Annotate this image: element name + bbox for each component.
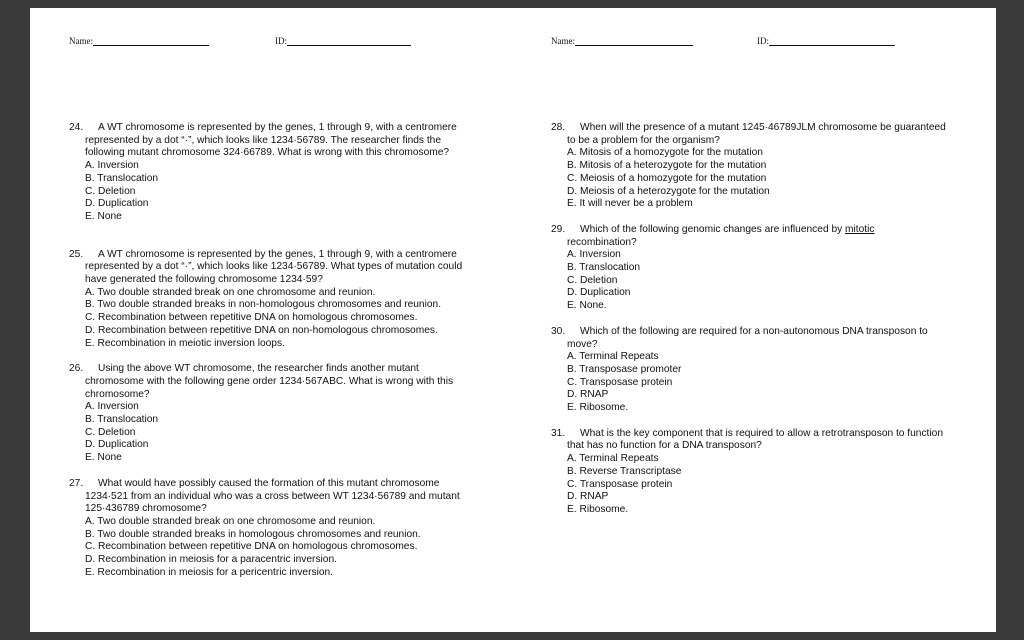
name-blank-line[interactable]	[93, 37, 209, 46]
question-31	[551, 428, 946, 517]
answer-option[interactable]: C. Transposase protein	[567, 376, 673, 388]
answer-option[interactable]: A. Mitosis of a homozygote for the mutation	[567, 147, 763, 159]
question-29	[551, 224, 946, 313]
answer-option[interactable]: D. Duplication	[85, 439, 149, 451]
answer-option[interactable]: D. Recombination between repetitive DNA on non-homologous chromosomes.	[85, 324, 438, 336]
answer-option[interactable]: B. Mitosis of a heterozygote for the mutation	[567, 160, 767, 172]
answer-option[interactable]: D. RNAP	[567, 491, 609, 503]
answer-option[interactable]: E. None.	[567, 300, 607, 312]
answer-option[interactable]: C. Transposase protein	[567, 478, 673, 490]
answer-option[interactable]: A. Two double stranded break on one chromosome and reunion.	[85, 286, 376, 298]
name-blank-line[interactable]	[575, 37, 693, 46]
answer-option[interactable]: B. Translocation	[567, 262, 641, 274]
left-name-field	[69, 36, 209, 46]
answer-options	[551, 249, 946, 313]
answer-options	[69, 401, 471, 465]
answer-option[interactable]: D. RNAP	[567, 389, 609, 401]
question-number: 28.	[551, 122, 566, 133]
question-text: A WT chromosome is represented by the genes, 1 through 9, with a centromere represented by a dot “·”, which looks like 1234·56789. What types of mutation could have generated the following chromosome 1234·59?	[85, 248, 463, 286]
answer-option[interactable]: E. Recombination in meiosis for a pericentric inversion.	[85, 566, 334, 578]
question-25	[69, 249, 471, 351]
question-text: A WT chromosome is represented by the genes, 1 through 9, with a centromere represented by a dot “·”, which looks like 1234·56789. The researcher finds the following mutant chromosome 324·66789. What is wrong with this chromosome?	[85, 122, 457, 159]
answer-options	[551, 453, 946, 517]
question-26	[69, 363, 471, 465]
question-text: Using the above WT chromosome, the researcher finds another mutant chromosome with the following gene order 1234·567ABC. What is wrong with this chromosome?	[85, 363, 454, 400]
answer-option[interactable]: C. Deletion	[85, 426, 136, 438]
right-column	[551, 122, 946, 517]
answer-option[interactable]: C. Recombination between repetitive DNA on homologous chromosomes.	[85, 541, 418, 553]
answer-option[interactable]: E. None	[85, 452, 122, 464]
underlined-keyword: mitotic	[845, 223, 875, 235]
answer-option[interactable]: A. Inversion	[85, 160, 139, 172]
worksheet-page	[30, 8, 996, 632]
answer-option[interactable]: E. It will never be a problem	[567, 198, 693, 210]
answer-option[interactable]: B. Reverse Transcriptase	[567, 465, 682, 477]
question-text-part: recombination?	[567, 236, 637, 248]
answer-option[interactable]: B. Transposase promoter	[567, 363, 682, 375]
question-number: 24.	[69, 122, 84, 133]
question-text: What would have possibly caused the formation of this mutant chromosome 1234·521 from an individual who was a cross between WT 1234·56789 and mutant 125·436789 chromosome?	[85, 477, 460, 515]
question-number: 27.	[69, 477, 84, 489]
id-blank-line[interactable]	[769, 37, 895, 46]
answer-option[interactable]: B. Two double stranded breaks in homologous chromosomes and reunion.	[85, 528, 421, 540]
id-blank-line[interactable]	[287, 37, 411, 46]
answer-option[interactable]: C. Recombination between repetitive DNA on homologous chromosomes.	[85, 312, 418, 324]
id-label: ID:	[757, 36, 769, 46]
question-text: What is the key component that is required to allow a retrotransposon to function that has no function for a DNA transposon?	[567, 427, 943, 452]
answer-options	[551, 351, 946, 415]
right-name-field	[551, 36, 693, 46]
answer-option[interactable]: E. Ribosome.	[567, 503, 629, 515]
question-28	[551, 122, 946, 211]
right-id-field	[757, 36, 895, 46]
left-id-field	[275, 36, 411, 46]
answer-option[interactable]: C. Deletion	[85, 185, 136, 197]
answer-option[interactable]: B. Two double stranded breaks in non-homologous chromosomes and reunion.	[85, 299, 442, 311]
answer-option[interactable]: B. Translocation	[85, 414, 159, 426]
answer-option[interactable]: A. Inversion	[567, 249, 621, 261]
answer-option[interactable]: A. Terminal Repeats	[567, 453, 659, 465]
name-label: Name:	[551, 36, 575, 46]
question-number: 29.	[551, 223, 566, 235]
question-number: 26.	[69, 363, 84, 375]
question-text: When will the presence of a mutant 1245·46789JLM chromosome be guaranteed to be a problem for the organism?	[567, 122, 946, 146]
question-number: 30.	[551, 325, 566, 337]
question-27	[69, 478, 471, 580]
answer-option[interactable]: A. Two double stranded break on one chromosome and reunion.	[85, 515, 376, 527]
question-text	[567, 224, 946, 249]
question-text-part: Which of the following genomic changes are influenced by	[580, 223, 846, 235]
answer-option[interactable]: E. Ribosome.	[567, 402, 629, 414]
answer-option[interactable]: B. Translocation	[85, 172, 159, 184]
question-24	[69, 122, 471, 224]
id-label: ID:	[275, 36, 287, 46]
answer-options	[69, 160, 471, 224]
question-number: 25.	[69, 248, 84, 260]
answer-options	[69, 287, 471, 351]
answer-option[interactable]: D. Recombination in meiosis for a paracentric inversion.	[85, 554, 337, 566]
left-column	[69, 122, 471, 580]
answer-option[interactable]: D. Duplication	[85, 198, 149, 210]
answer-option[interactable]: C. Deletion	[567, 274, 618, 286]
name-label: Name:	[69, 36, 93, 46]
answer-options	[551, 147, 946, 211]
answer-option[interactable]: E. Recombination in meiotic inversion loops.	[85, 337, 285, 349]
answer-option[interactable]: C. Meiosis of a homozygote for the mutation	[567, 172, 767, 184]
answer-option[interactable]: D. Meiosis of a heterozygote for the mutation	[567, 185, 770, 197]
answer-option[interactable]: A. Terminal Repeats	[567, 351, 659, 363]
question-number: 31.	[551, 427, 566, 439]
answer-option[interactable]: E. None	[85, 210, 122, 222]
question-30	[551, 326, 946, 415]
answer-option[interactable]: D. Duplication	[567, 287, 631, 299]
answer-option[interactable]: A. Inversion	[85, 401, 139, 413]
answer-options	[69, 516, 471, 580]
question-text: Which of the following are required for a non-autonomous DNA transposon to move?	[567, 325, 928, 350]
